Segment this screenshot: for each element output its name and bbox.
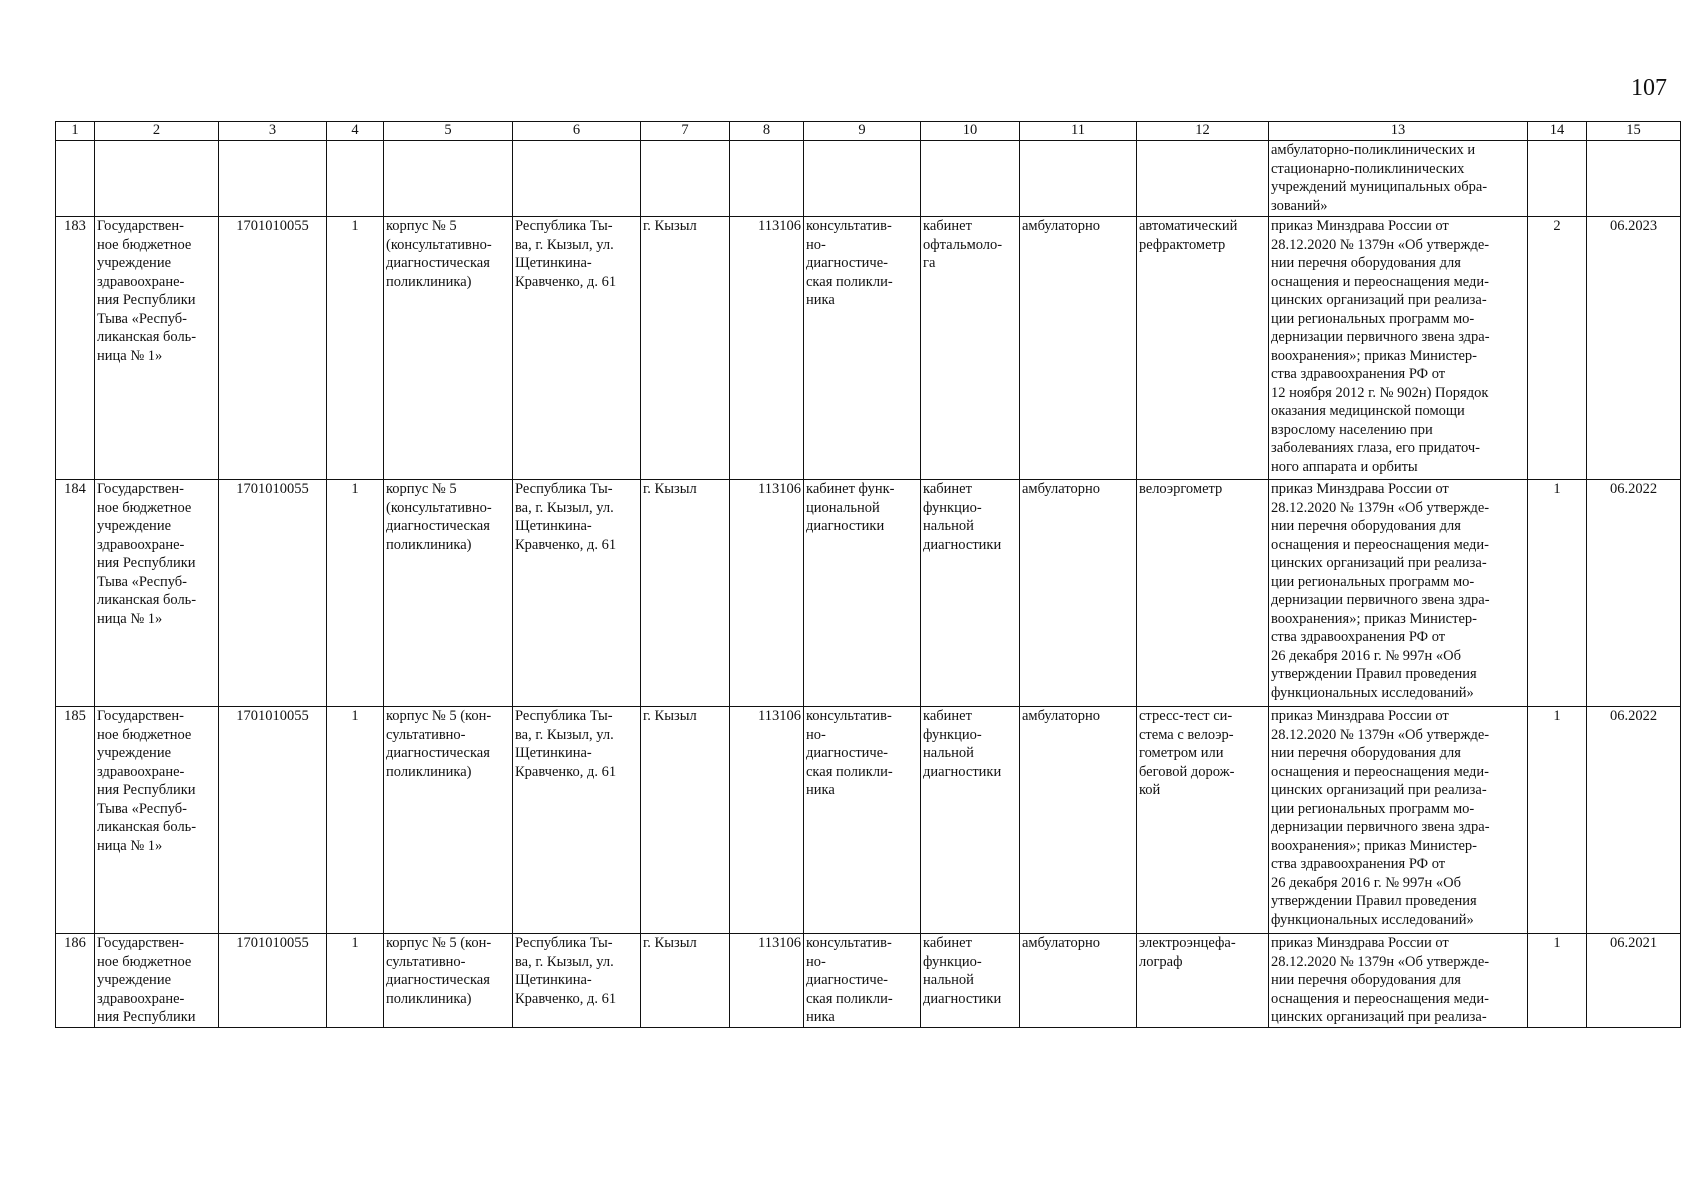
cell-row-number: 185 — [56, 707, 95, 934]
cell-unit: консультатив- но- диагностиче- ская поликли- ника — [804, 217, 921, 480]
cell-mode: амбулаторно — [1020, 934, 1137, 1028]
cell-unit: консультатив- но- диагностиче- ская поликли- ника — [804, 934, 921, 1028]
cell-empty — [56, 141, 95, 217]
cell-row-number: 184 — [56, 480, 95, 707]
column-header: 5 — [384, 122, 513, 141]
cell-equipment: автоматический рефрактометр — [1137, 217, 1269, 480]
table-row — [56, 707, 1681, 934]
cell-mode: амбулаторно — [1020, 480, 1137, 707]
cell-mode: амбулаторно — [1020, 217, 1137, 480]
cell-unit: кабинет функ- циональной диагностики — [804, 480, 921, 707]
cell-col4: 1 — [327, 217, 384, 480]
column-number-row — [56, 122, 1681, 141]
page-number: 107 — [1631, 75, 1667, 101]
cell-empty — [1528, 141, 1587, 217]
cell-building: корпус № 5 (консультативно- диагностическая поликлиника) — [384, 217, 513, 480]
cell-col4: 1 — [327, 480, 384, 707]
cell-empty — [1587, 141, 1681, 217]
cell-basis: приказ Минздрава России от 28.12.2020 № 1379н «Об утвержде- нии перечня оборудования для оснащения и переоснащения меди- цинских организаций при реализа- ции региональных программ мо- дернизации первичного звена здра- воохранения»; приказ Министер- ства здравоохранения РФ от 26 декабря 2016 г. № 997н «Об утверждении Правил проведения функциональных исследований» — [1269, 707, 1528, 934]
cell-inn: 1701010055 — [219, 480, 327, 707]
column-header: 9 — [804, 122, 921, 141]
column-header: 1 — [56, 122, 95, 141]
cell-empty — [384, 141, 513, 217]
table-row — [56, 217, 1681, 480]
column-header: 8 — [730, 122, 804, 141]
cell-organization: Государствен- ное бюджетное учреждение здравоохране- ния Республики — [95, 934, 219, 1028]
cell-empty — [804, 141, 921, 217]
column-header: 2 — [95, 122, 219, 141]
column-header: 13 — [1269, 122, 1528, 141]
cell-code: 113106 — [730, 480, 804, 707]
cell-quantity: 2 — [1528, 217, 1587, 480]
table-row — [56, 480, 1681, 707]
cell-empty — [513, 141, 641, 217]
cell-building: корпус № 5 (кон- сультативно- диагностическая поликлиника) — [384, 707, 513, 934]
cell-inn: 1701010055 — [219, 707, 327, 934]
column-header: 10 — [921, 122, 1020, 141]
cell-quantity: 1 — [1528, 934, 1587, 1028]
table-row-continuation — [56, 141, 1681, 217]
cell-code: 113106 — [730, 707, 804, 934]
cell-address: Республика Ты- ва, г. Кызыл, ул. Щетинкина- Кравченко, д. 61 — [513, 934, 641, 1028]
column-header: 12 — [1137, 122, 1269, 141]
cell-date: 06.2023 — [1587, 217, 1681, 480]
cell-building: корпус № 5 (кон- сультативно- диагностическая поликлиника) — [384, 934, 513, 1028]
cell-date: 06.2022 — [1587, 707, 1681, 934]
cell-quantity: 1 — [1528, 707, 1587, 934]
cell-room: кабинет функцио- нальной диагностики — [921, 480, 1020, 707]
cell-inn: 1701010055 — [219, 217, 327, 480]
cell-empty — [327, 141, 384, 217]
column-header: 14 — [1528, 122, 1587, 141]
cell-empty — [641, 141, 730, 217]
cell-empty — [1020, 141, 1137, 217]
cell-organization: Государствен- ное бюджетное учреждение здравоохране- ния Республики Тыва «Респуб- ликанская боль- ница № 1» — [95, 480, 219, 707]
cell-city: г. Кызыл — [641, 707, 730, 934]
cell-basis: приказ Минздрава России от 28.12.2020 № 1379н «Об утвержде- нии перечня оборудования для оснащения и переоснащения меди- цинских организаций при реализа- ции региональных программ мо- дернизации первичного звена здра- воохранения»; приказ Министер- ства здравоохранения РФ от 26 декабря 2016 г. № 997н «Об утверждении Правил проведения функциональных исследований» — [1269, 480, 1528, 707]
cell-room: кабинет функцио- нальной диагностики — [921, 707, 1020, 934]
cell-basis: амбулаторно-поликлинических и стационарно-поликлинических учреждений муниципальных обра- зований» — [1269, 141, 1528, 217]
column-header: 4 — [327, 122, 384, 141]
cell-address: Республика Ты- ва, г. Кызыл, ул. Щетинкина- Кравченко, д. 61 — [513, 217, 641, 480]
cell-basis: приказ Минздрава России от 28.12.2020 № 1379н «Об утвержде- нии перечня оборудования для оснащения и переоснащения меди- цинских организаций при реализа- — [1269, 934, 1528, 1028]
cell-organization: Государствен- ное бюджетное учреждение здравоохране- ния Республики Тыва «Респуб- ликанская боль- ница № 1» — [95, 217, 219, 480]
cell-city: г. Кызыл — [641, 934, 730, 1028]
column-header: 7 — [641, 122, 730, 141]
cell-empty — [730, 141, 804, 217]
cell-inn: 1701010055 — [219, 934, 327, 1028]
cell-basis: приказ Минздрава России от 28.12.2020 № 1379н «Об утвержде- нии перечня оборудования для оснащения и переоснащения меди- цинских организаций при реализа- ции региональных программ мо- дернизации первичного звена здра- воохранения»; приказ Министер- ства здравоохранения РФ от 12 ноября 2012 г. № 902н) Порядок оказания медицинской помощи взрослому населению при заболеваниях глаза, его придаточ- ного аппарата и орбиты — [1269, 217, 1528, 480]
cell-row-number: 186 — [56, 934, 95, 1028]
cell-empty — [219, 141, 327, 217]
column-header: 11 — [1020, 122, 1137, 141]
equipment-table — [55, 121, 1681, 1028]
cell-room: кабинет офтальмоло- га — [921, 217, 1020, 480]
cell-quantity: 1 — [1528, 480, 1587, 707]
cell-code: 113106 — [730, 934, 804, 1028]
column-header: 3 — [219, 122, 327, 141]
cell-address: Республика Ты- ва, г. Кызыл, ул. Щетинкина- Кравченко, д. 61 — [513, 480, 641, 707]
cell-city: г. Кызыл — [641, 217, 730, 480]
cell-organization: Государствен- ное бюджетное учреждение здравоохране- ния Республики Тыва «Респуб- ликанская боль- ница № 1» — [95, 707, 219, 934]
cell-building: корпус № 5 (консультативно- диагностическая поликлиника) — [384, 480, 513, 707]
cell-code: 113106 — [730, 217, 804, 480]
cell-room: кабинет функцио- нальной диагностики — [921, 934, 1020, 1028]
cell-date: 06.2022 — [1587, 480, 1681, 707]
cell-row-number: 183 — [56, 217, 95, 480]
cell-unit: консультатив- но- диагностиче- ская поликли- ника — [804, 707, 921, 934]
cell-empty — [95, 141, 219, 217]
table-row — [56, 934, 1681, 1028]
cell-col4: 1 — [327, 707, 384, 934]
cell-city: г. Кызыл — [641, 480, 730, 707]
cell-date: 06.2021 — [1587, 934, 1681, 1028]
cell-col4: 1 — [327, 934, 384, 1028]
cell-mode: амбулаторно — [1020, 707, 1137, 934]
cell-equipment: велоэргометр — [1137, 480, 1269, 707]
cell-empty — [1137, 141, 1269, 217]
cell-equipment: электроэнцефа- лограф — [1137, 934, 1269, 1028]
column-header: 15 — [1587, 122, 1681, 141]
column-header: 6 — [513, 122, 641, 141]
cell-address: Республика Ты- ва, г. Кызыл, ул. Щетинкина- Кравченко, д. 61 — [513, 707, 641, 934]
cell-empty — [921, 141, 1020, 217]
cell-equipment: стресс-тест си- стема с велоэр- гометром или беговой дорож- кой — [1137, 707, 1269, 934]
